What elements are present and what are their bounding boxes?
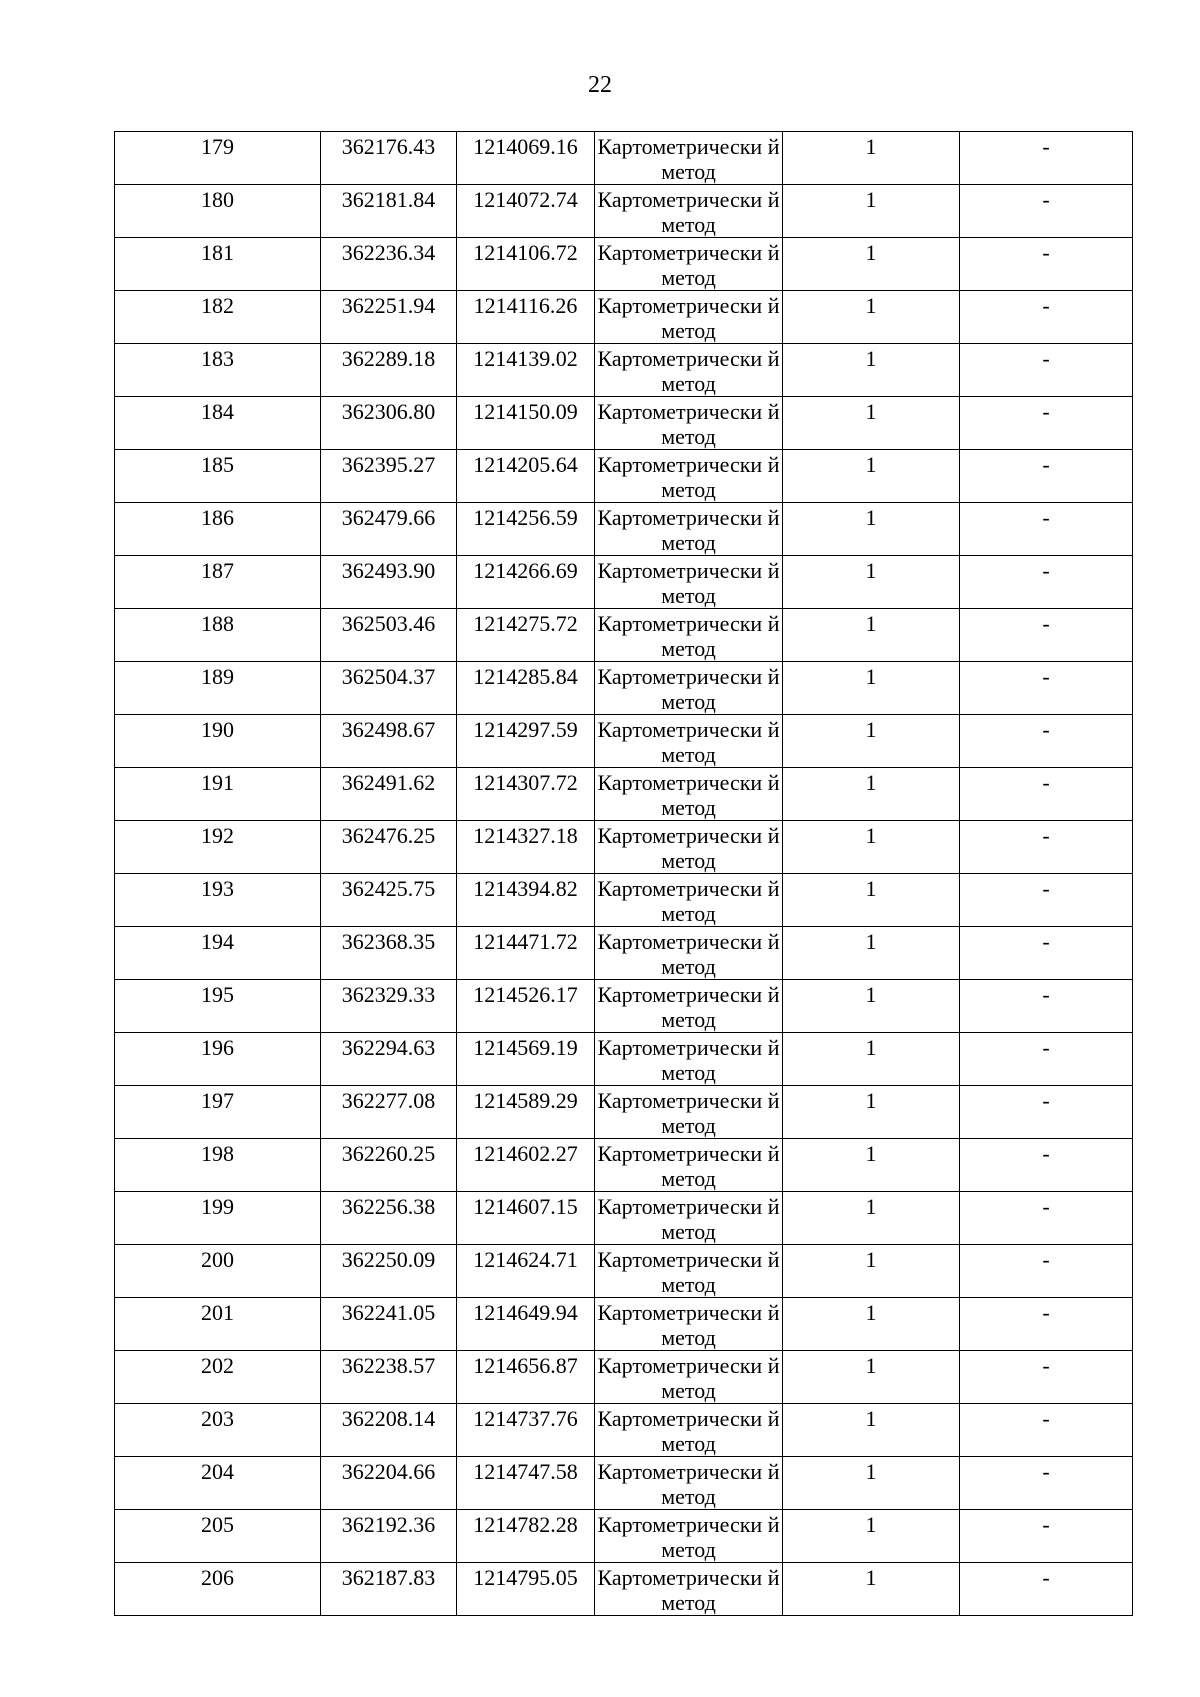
table-row bbox=[115, 397, 1133, 450]
method-cell bbox=[595, 1457, 783, 1510]
method-cell bbox=[595, 344, 783, 397]
table-row bbox=[115, 238, 1133, 291]
point-number-cell: 196 bbox=[115, 1033, 321, 1086]
method-text: Картометрически й метод bbox=[597, 558, 780, 608]
note-cell: - bbox=[960, 1298, 1133, 1351]
table-body bbox=[115, 132, 1133, 1616]
note-cell: - bbox=[960, 132, 1133, 185]
note-cell: - bbox=[960, 662, 1133, 715]
table-row bbox=[115, 1033, 1133, 1086]
note-cell: - bbox=[960, 768, 1133, 821]
point-number-cell: 199 bbox=[115, 1192, 321, 1245]
coordinate-y-cell: 1214106.72 bbox=[457, 238, 595, 291]
method-cell bbox=[595, 609, 783, 662]
coordinate-x-cell: 362476.25 bbox=[321, 821, 457, 874]
coordinate-x-cell: 362236.34 bbox=[321, 238, 457, 291]
method-text: Картометрически й метод bbox=[597, 399, 780, 449]
coordinate-y-cell: 1214649.94 bbox=[457, 1298, 595, 1351]
coordinate-x-cell: 362498.67 bbox=[321, 715, 457, 768]
table-row bbox=[115, 1563, 1133, 1616]
method-cell bbox=[595, 662, 783, 715]
method-text: Картометрически й метод bbox=[597, 717, 780, 767]
note-cell: - bbox=[960, 397, 1133, 450]
accuracy-cell: 1 bbox=[783, 397, 960, 450]
accuracy-cell: 1 bbox=[783, 503, 960, 556]
method-text: Картометрически й метод bbox=[597, 240, 780, 290]
method-text: Картометрически й метод bbox=[597, 982, 780, 1032]
coordinate-y-cell: 1214569.19 bbox=[457, 1033, 595, 1086]
note-cell: - bbox=[960, 344, 1133, 397]
point-number-cell: 181 bbox=[115, 238, 321, 291]
accuracy-cell: 1 bbox=[783, 821, 960, 874]
method-cell bbox=[595, 238, 783, 291]
accuracy-cell: 1 bbox=[783, 1298, 960, 1351]
method-cell bbox=[595, 1510, 783, 1563]
coordinate-x-cell: 362479.66 bbox=[321, 503, 457, 556]
point-number-cell: 190 bbox=[115, 715, 321, 768]
table-row bbox=[115, 1457, 1133, 1510]
note-cell: - bbox=[960, 1404, 1133, 1457]
note-cell: - bbox=[960, 238, 1133, 291]
table-row bbox=[115, 291, 1133, 344]
coordinate-y-cell: 1214150.09 bbox=[457, 397, 595, 450]
coordinate-x-cell: 362425.75 bbox=[321, 874, 457, 927]
accuracy-cell: 1 bbox=[783, 291, 960, 344]
coordinate-y-cell: 1214307.72 bbox=[457, 768, 595, 821]
page-number: 22 bbox=[588, 72, 612, 98]
note-cell: - bbox=[960, 556, 1133, 609]
method-text: Картометрически й метод bbox=[597, 134, 780, 184]
accuracy-cell: 1 bbox=[783, 344, 960, 397]
coordinate-y-cell: 1214072.74 bbox=[457, 185, 595, 238]
method-cell bbox=[595, 1086, 783, 1139]
method-cell bbox=[595, 1033, 783, 1086]
method-text: Картометрически й метод bbox=[597, 1565, 780, 1615]
table-row bbox=[115, 980, 1133, 1033]
note-cell: - bbox=[960, 1563, 1133, 1616]
table-row bbox=[115, 556, 1133, 609]
coordinate-x-cell: 362181.84 bbox=[321, 185, 457, 238]
note-cell: - bbox=[960, 1351, 1133, 1404]
method-text: Картометрически й метод bbox=[597, 293, 780, 343]
note-cell: - bbox=[960, 503, 1133, 556]
method-text: Картометрически й метод bbox=[597, 1406, 780, 1456]
method-cell bbox=[595, 821, 783, 874]
accuracy-cell: 1 bbox=[783, 238, 960, 291]
table-row bbox=[115, 1192, 1133, 1245]
accuracy-cell: 1 bbox=[783, 132, 960, 185]
method-cell bbox=[595, 397, 783, 450]
table-row bbox=[115, 609, 1133, 662]
method-cell bbox=[595, 715, 783, 768]
table-row bbox=[115, 503, 1133, 556]
point-number-cell: 198 bbox=[115, 1139, 321, 1192]
point-number-cell: 194 bbox=[115, 927, 321, 980]
method-text: Картометрически й метод bbox=[597, 1035, 780, 1085]
method-cell bbox=[595, 874, 783, 927]
coordinate-y-cell: 1214266.69 bbox=[457, 556, 595, 609]
method-cell bbox=[595, 1245, 783, 1298]
coordinate-y-cell: 1214297.59 bbox=[457, 715, 595, 768]
method-cell bbox=[595, 927, 783, 980]
coordinate-x-cell: 362204.66 bbox=[321, 1457, 457, 1510]
method-cell bbox=[595, 503, 783, 556]
coordinate-x-cell: 362368.35 bbox=[321, 927, 457, 980]
coordinate-y-cell: 1214069.16 bbox=[457, 132, 595, 185]
method-cell bbox=[595, 450, 783, 503]
table-row bbox=[115, 662, 1133, 715]
method-cell bbox=[595, 291, 783, 344]
point-number-cell: 193 bbox=[115, 874, 321, 927]
coordinate-y-cell: 1214275.72 bbox=[457, 609, 595, 662]
point-number-cell: 195 bbox=[115, 980, 321, 1033]
coordinate-x-cell: 362250.09 bbox=[321, 1245, 457, 1298]
point-number-cell: 197 bbox=[115, 1086, 321, 1139]
accuracy-cell: 1 bbox=[783, 715, 960, 768]
table-row bbox=[115, 450, 1133, 503]
coordinate-y-cell: 1214737.76 bbox=[457, 1404, 595, 1457]
table-row bbox=[115, 821, 1133, 874]
note-cell: - bbox=[960, 1086, 1133, 1139]
coordinate-x-cell: 362329.33 bbox=[321, 980, 457, 1033]
point-number-cell: 206 bbox=[115, 1563, 321, 1616]
method-text: Картометрически й метод bbox=[597, 1459, 780, 1509]
coordinate-x-cell: 362238.57 bbox=[321, 1351, 457, 1404]
coordinate-x-cell: 362208.14 bbox=[321, 1404, 457, 1457]
coordinate-y-cell: 1214327.18 bbox=[457, 821, 595, 874]
table-row bbox=[115, 1245, 1133, 1298]
point-number-cell: 201 bbox=[115, 1298, 321, 1351]
accuracy-cell: 1 bbox=[783, 609, 960, 662]
note-cell: - bbox=[960, 821, 1133, 874]
method-cell bbox=[595, 1351, 783, 1404]
method-cell bbox=[595, 1298, 783, 1351]
accuracy-cell: 1 bbox=[783, 927, 960, 980]
coordinate-x-cell: 362187.83 bbox=[321, 1563, 457, 1616]
coordinate-y-cell: 1214747.58 bbox=[457, 1457, 595, 1510]
accuracy-cell: 1 bbox=[783, 662, 960, 715]
method-cell bbox=[595, 185, 783, 238]
table-row bbox=[115, 1510, 1133, 1563]
accuracy-cell: 1 bbox=[783, 1245, 960, 1298]
note-cell: - bbox=[960, 1510, 1133, 1563]
table-row bbox=[115, 344, 1133, 397]
note-cell: - bbox=[960, 291, 1133, 344]
point-number-cell: 184 bbox=[115, 397, 321, 450]
point-number-cell: 180 bbox=[115, 185, 321, 238]
accuracy-cell: 1 bbox=[783, 1139, 960, 1192]
coordinate-x-cell: 362504.37 bbox=[321, 662, 457, 715]
point-number-cell: 179 bbox=[115, 132, 321, 185]
coordinate-x-cell: 362241.05 bbox=[321, 1298, 457, 1351]
coordinate-y-cell: 1214139.02 bbox=[457, 344, 595, 397]
accuracy-cell: 1 bbox=[783, 1033, 960, 1086]
note-cell: - bbox=[960, 1192, 1133, 1245]
method-text: Картометрически й метод bbox=[597, 1300, 780, 1350]
table-row bbox=[115, 1298, 1133, 1351]
note-cell: - bbox=[960, 927, 1133, 980]
method-text: Картометрически й метод bbox=[597, 187, 780, 237]
method-text: Картометрически й метод bbox=[597, 929, 780, 979]
accuracy-cell: 1 bbox=[783, 1192, 960, 1245]
coordinate-x-cell: 362277.08 bbox=[321, 1086, 457, 1139]
point-number-cell: 191 bbox=[115, 768, 321, 821]
coordinate-y-cell: 1214394.82 bbox=[457, 874, 595, 927]
coordinate-x-cell: 362176.43 bbox=[321, 132, 457, 185]
point-number-cell: 185 bbox=[115, 450, 321, 503]
coordinates-table bbox=[114, 131, 1133, 1616]
point-number-cell: 187 bbox=[115, 556, 321, 609]
coordinate-y-cell: 1214285.84 bbox=[457, 662, 595, 715]
method-text: Картометрически й метод bbox=[597, 505, 780, 555]
coordinate-x-cell: 362289.18 bbox=[321, 344, 457, 397]
table-row bbox=[115, 132, 1133, 185]
method-text: Картометрически й метод bbox=[597, 770, 780, 820]
method-text: Картометрически й метод bbox=[597, 452, 780, 502]
method-cell bbox=[595, 132, 783, 185]
accuracy-cell: 1 bbox=[783, 1086, 960, 1139]
note-cell: - bbox=[960, 874, 1133, 927]
accuracy-cell: 1 bbox=[783, 874, 960, 927]
method-text: Картометрически й метод bbox=[597, 823, 780, 873]
note-cell: - bbox=[960, 609, 1133, 662]
method-cell bbox=[595, 556, 783, 609]
accuracy-cell: 1 bbox=[783, 1457, 960, 1510]
accuracy-cell: 1 bbox=[783, 1404, 960, 1457]
table-row bbox=[115, 874, 1133, 927]
point-number-cell: 182 bbox=[115, 291, 321, 344]
note-cell: - bbox=[960, 1139, 1133, 1192]
method-cell bbox=[595, 980, 783, 1033]
coordinate-y-cell: 1214256.59 bbox=[457, 503, 595, 556]
note-cell: - bbox=[960, 1457, 1133, 1510]
coordinate-y-cell: 1214624.71 bbox=[457, 1245, 595, 1298]
accuracy-cell: 1 bbox=[783, 450, 960, 503]
method-text: Картометрически й метод bbox=[597, 1512, 780, 1562]
point-number-cell: 204 bbox=[115, 1457, 321, 1510]
method-cell bbox=[595, 1404, 783, 1457]
coordinate-y-cell: 1214526.17 bbox=[457, 980, 595, 1033]
method-cell bbox=[595, 1563, 783, 1616]
table-row bbox=[115, 1351, 1133, 1404]
accuracy-cell: 1 bbox=[783, 185, 960, 238]
coordinate-x-cell: 362294.63 bbox=[321, 1033, 457, 1086]
accuracy-cell: 1 bbox=[783, 556, 960, 609]
coordinate-x-cell: 362260.25 bbox=[321, 1139, 457, 1192]
coordinate-y-cell: 1214782.28 bbox=[457, 1510, 595, 1563]
point-number-cell: 205 bbox=[115, 1510, 321, 1563]
point-number-cell: 189 bbox=[115, 662, 321, 715]
accuracy-cell: 1 bbox=[783, 1510, 960, 1563]
coordinate-x-cell: 362493.90 bbox=[321, 556, 457, 609]
point-number-cell: 203 bbox=[115, 1404, 321, 1457]
note-cell: - bbox=[960, 980, 1133, 1033]
coordinate-x-cell: 362192.36 bbox=[321, 1510, 457, 1563]
point-number-cell: 188 bbox=[115, 609, 321, 662]
accuracy-cell: 1 bbox=[783, 768, 960, 821]
method-text: Картометрически й метод bbox=[597, 346, 780, 396]
table-row bbox=[115, 1404, 1133, 1457]
coordinate-y-cell: 1214795.05 bbox=[457, 1563, 595, 1616]
point-number-cell: 183 bbox=[115, 344, 321, 397]
table-row bbox=[115, 185, 1133, 238]
coordinate-y-cell: 1214205.64 bbox=[457, 450, 595, 503]
method-cell bbox=[595, 1139, 783, 1192]
accuracy-cell: 1 bbox=[783, 1563, 960, 1616]
table-row bbox=[115, 768, 1133, 821]
coordinate-y-cell: 1214656.87 bbox=[457, 1351, 595, 1404]
coordinate-y-cell: 1214602.27 bbox=[457, 1139, 595, 1192]
table-row bbox=[115, 715, 1133, 768]
method-text: Картометрически й метод bbox=[597, 1247, 780, 1297]
point-number-cell: 186 bbox=[115, 503, 321, 556]
note-cell: - bbox=[960, 185, 1133, 238]
note-cell: - bbox=[960, 450, 1133, 503]
coordinate-x-cell: 362251.94 bbox=[321, 291, 457, 344]
coordinate-y-cell: 1214471.72 bbox=[457, 927, 595, 980]
method-text: Картометрически й метод bbox=[597, 1194, 780, 1244]
method-cell bbox=[595, 768, 783, 821]
coordinate-x-cell: 362395.27 bbox=[321, 450, 457, 503]
note-cell: - bbox=[960, 715, 1133, 768]
coordinate-y-cell: 1214116.26 bbox=[457, 291, 595, 344]
coordinate-x-cell: 362256.38 bbox=[321, 1192, 457, 1245]
coordinate-x-cell: 362491.62 bbox=[321, 768, 457, 821]
point-number-cell: 192 bbox=[115, 821, 321, 874]
coordinate-y-cell: 1214589.29 bbox=[457, 1086, 595, 1139]
coordinate-x-cell: 362503.46 bbox=[321, 609, 457, 662]
method-cell bbox=[595, 1192, 783, 1245]
note-cell: - bbox=[960, 1033, 1133, 1086]
accuracy-cell: 1 bbox=[783, 980, 960, 1033]
note-cell: - bbox=[960, 1245, 1133, 1298]
table-row bbox=[115, 1139, 1133, 1192]
method-text: Картометрически й метод bbox=[597, 1141, 780, 1191]
method-text: Картометрически й метод bbox=[597, 1353, 780, 1403]
accuracy-cell: 1 bbox=[783, 1351, 960, 1404]
method-text: Картометрически й метод bbox=[597, 611, 780, 661]
table-row bbox=[115, 1086, 1133, 1139]
point-number-cell: 202 bbox=[115, 1351, 321, 1404]
table-row bbox=[115, 927, 1133, 980]
method-text: Картометрически й метод bbox=[597, 664, 780, 714]
method-text: Картометрически й метод bbox=[597, 876, 780, 926]
coordinate-y-cell: 1214607.15 bbox=[457, 1192, 595, 1245]
point-number-cell: 200 bbox=[115, 1245, 321, 1298]
method-text: Картометрически й метод bbox=[597, 1088, 780, 1138]
coordinate-x-cell: 362306.80 bbox=[321, 397, 457, 450]
